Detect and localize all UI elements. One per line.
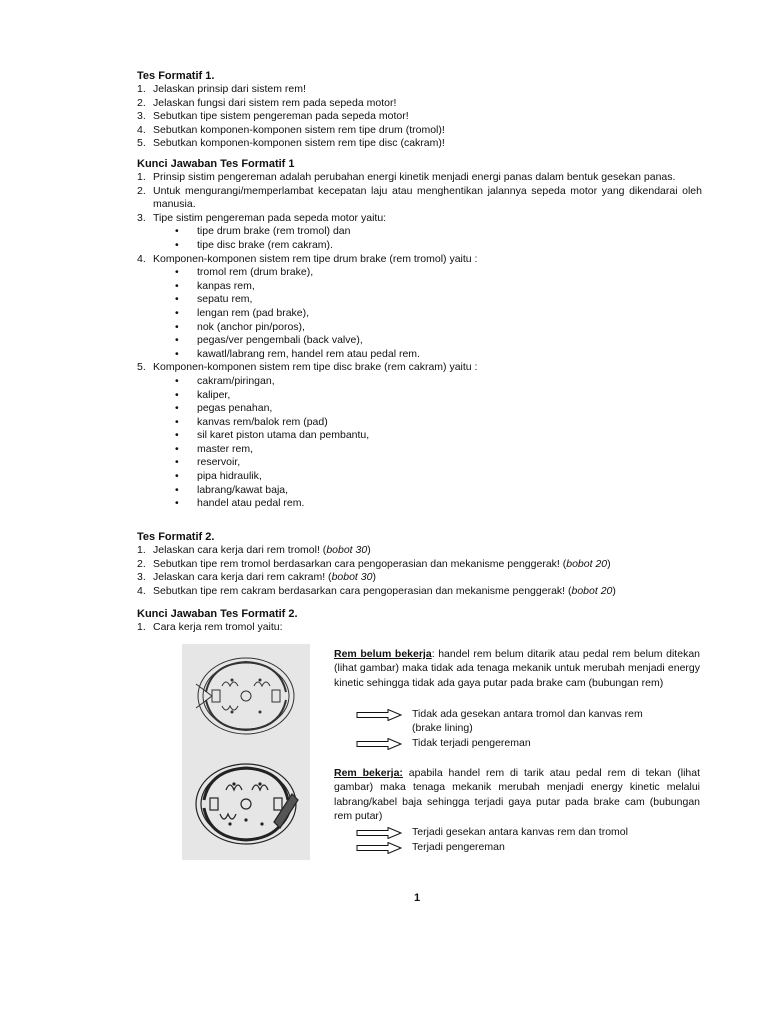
- result-line: [356, 825, 628, 839]
- bullet-item: • pegas penahan,: [175, 402, 273, 415]
- rem-bekerja-label: Rem bekerja:: [334, 767, 403, 779]
- bullet-item: • kanpas rem,: [175, 279, 255, 292]
- list-item: 4. Sebutkan tipe rem cakram berdasarkan cara pengoperasian dan mekanisme penggerak! (bobot 20): [137, 584, 616, 597]
- bullet-item: • tromol rem (drum brake),: [175, 266, 314, 279]
- bullet-item: • tipe disc brake (rem cakram).: [175, 238, 333, 251]
- rem-belum-bekerja-paragraph: [334, 647, 700, 690]
- list-item: 4. Komponen-komponen sistem rem tipe drum brake (rem tromol) yaitu :: [137, 252, 478, 265]
- list-item: 1. Cara kerja rem tromol yaitu:: [137, 621, 283, 633]
- result-text: Tidak terjadi pengereman: [412, 737, 531, 749]
- bullet-item: • handel atau pedal rem.: [175, 497, 305, 510]
- rem-bekerja-text: apabila handel rem di tarik atau pedal rem di tekan (lihat gambar) maka tenaga mekanik merubah menjadi energy kinetic melalui labrang/kabel baja sehingga terjadi gaya putar pada brake cam (bubungan rem putar): [334, 767, 700, 823]
- tes2-title: Tes Formatif 2.: [137, 531, 215, 543]
- bullet-item: • sepatu rem,: [175, 293, 253, 306]
- kunci1-answer-list: [137, 171, 702, 511]
- bullet-item: • kaliper,: [175, 388, 231, 401]
- bullet-item: • kawatl/labrang rem, handel rem atau pedal rem.: [175, 347, 420, 360]
- bullet-item: • sil karet piston utama dan pembantu,: [175, 429, 370, 442]
- page-number: 1: [414, 892, 421, 904]
- list-item: 3. Sebutkan tipe sistem pengereman pada sepeda motor!: [137, 110, 409, 123]
- list-item: 5. Sebutkan komponen-komponen sistem rem tipe disc (cakram)!: [137, 137, 445, 150]
- result-line-continuation: [412, 721, 473, 735]
- kunci2-answer-list: [137, 621, 702, 635]
- kunci1-title: Kunci Jawaban Tes Formatif 1: [137, 158, 295, 170]
- bullet-item: • nok (anchor pin/poros),: [175, 320, 305, 333]
- bullet-item: • cakram/piringan,: [175, 374, 275, 387]
- rem-belum-bekerja-text: : handel rem belum ditarik atau pedal rem belum ditekan (lihat gambar) maka tidak ada tenaga mekanik untuk merubah menjadi energy kinetic sehingga tidak ada gaya putar pada brake cam (bubungan rem): [334, 648, 700, 689]
- tes1-title: Tes Formatif 1.: [137, 70, 215, 82]
- bullet-item: • master rem,: [175, 442, 254, 455]
- result-line: [356, 840, 505, 854]
- list-item: 2. Sebutkan tipe rem tromol berdasarkan cara pengoperasian dan mekanisme penggerak! (bobot 20): [137, 557, 611, 570]
- arrow-right-icon: [356, 709, 402, 721]
- kunci2-title: Kunci Jawaban Tes Formatif 2.: [137, 608, 298, 620]
- rem-bekerja-paragraph: [334, 766, 700, 824]
- result-text: Terjadi gesekan antara kanvas rem dan tromol: [412, 826, 628, 838]
- list-item: 1. Prinsip sistim pengereman adalah perubahan energi kinetik menjadi energi panas dalam bentuk gesekan panas.: [137, 171, 676, 183]
- bullet-item: • kanvas rem/balok rem (pad): [175, 415, 328, 428]
- list-item: 1. Jelaskan cara kerja dari rem tromol! (bobot 30): [137, 544, 371, 556]
- result-line: [356, 736, 531, 750]
- arrow-right-icon: [356, 827, 402, 839]
- bullet-item: • pegas/ver pengembali (back valve),: [175, 334, 363, 347]
- list-item: 1. Jelaskan prinsip dari sistem rem!: [137, 83, 306, 95]
- result-text: Terjadi pengereman: [412, 841, 505, 853]
- list-item: 4. Sebutkan komponen-komponen sistem rem tipe drum (tromol)!: [137, 123, 445, 136]
- tes1-question-list: [137, 83, 702, 151]
- drum-brake-drawing: [182, 644, 310, 860]
- result-line: [356, 707, 643, 721]
- bullet-item: • reservoir,: [175, 456, 241, 469]
- result-text: Tidak ada gesekan antara tromol dan kanvas rem: [412, 708, 643, 720]
- list-item: 2. Jelaskan fungsi dari sistem rem pada sepeda motor!: [137, 96, 397, 109]
- bullet-item: • lengan rem (pad brake),: [175, 306, 310, 319]
- drum-brake-illustration: [182, 644, 310, 860]
- arrow-right-icon: [356, 738, 402, 750]
- list-item: 3. Jelaskan cara kerja dari rem cakram! (bobot 30): [137, 571, 376, 584]
- tes2-question-list: [137, 544, 702, 598]
- arrow-right-icon: [356, 842, 402, 854]
- result-text: (brake lining): [412, 722, 473, 734]
- bullet-item: • pipa hidraulik,: [175, 470, 262, 483]
- list-item: 3. Tipe sistim pengereman pada sepeda motor yaitu:: [137, 211, 387, 224]
- bullet-item: • tipe drum brake (rem tromol) dan: [175, 225, 351, 238]
- bullet-item: • labrang/kawat baja,: [175, 483, 289, 496]
- list-item: 5. Komponen-komponen sistem rem tipe disc brake (rem cakram) yaitu :: [137, 361, 478, 374]
- rem-belum-bekerja-label: Rem belum bekerja: [334, 648, 432, 660]
- list-item: 2. Untuk mengurangi/memperlambat kecepatan laju atau menghentikan jalannya sepeda motor yang dikendarai oleh manusia.: [137, 184, 702, 211]
